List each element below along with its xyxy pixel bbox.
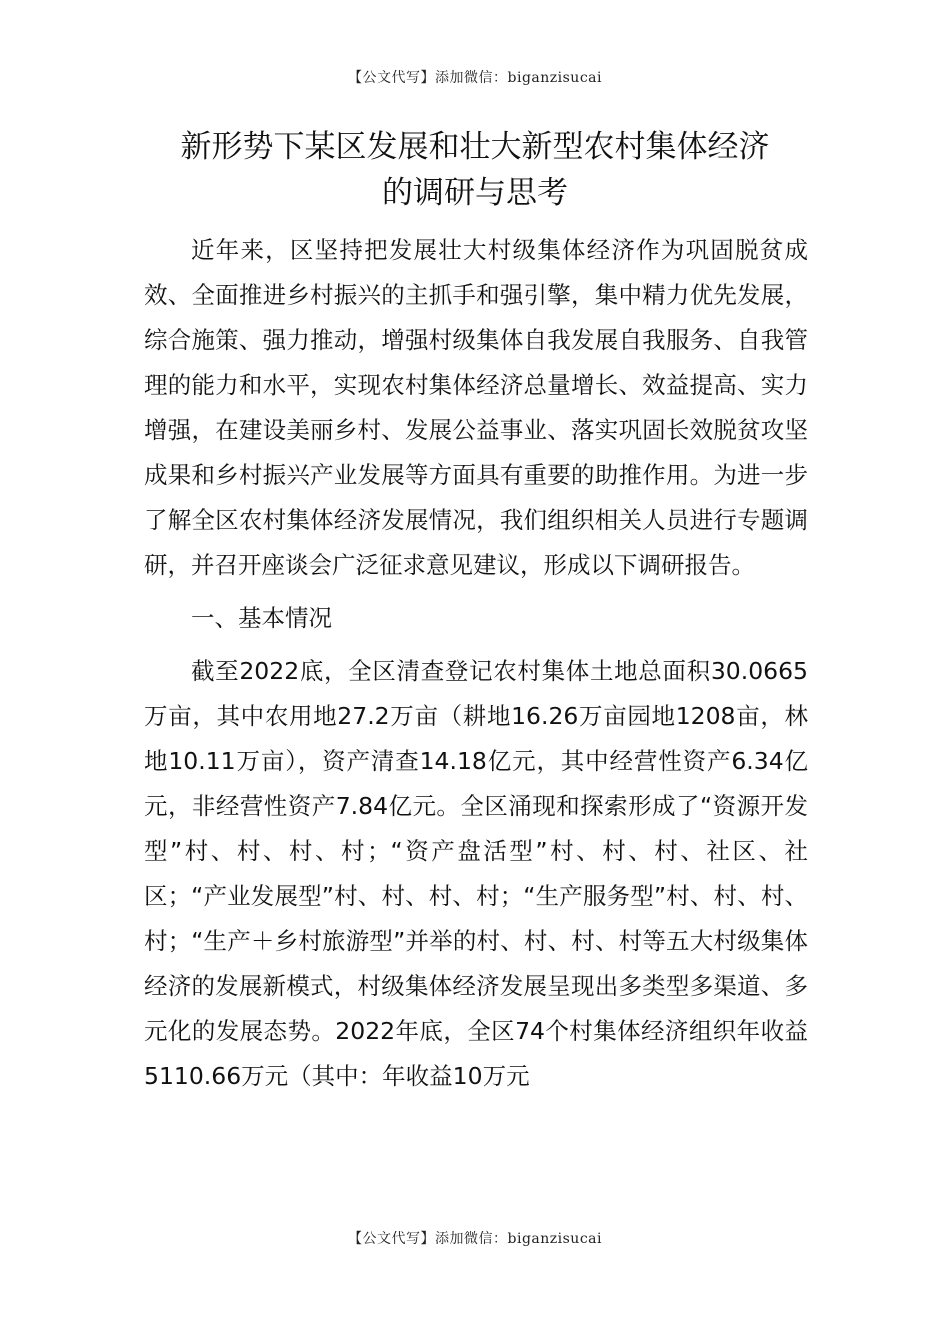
- intro-paragraph: 近年来，区坚持把发展壮大村级集体经济作为巩固脱贫成效、全面推进乡村振兴的主抓手和强引擎，集中精力优先发展，综合施策、强力推动，增强村级集体自我发展自我服务、自我管理的能力和水平，实现农村集体经济总量增长、效益提高、实力增强，在建设美丽乡村、发展公益事业、落实巩固长效脱贫攻坚成果和乡村振兴产业发展等方面具有重要的助推作用。为进一步了解全区农村集体经济发展情况，我们组织相关人员进行专题调研，并召开座谈会广泛征求意见建议，形成以下调研报告。: [144, 236, 808, 579]
- page-header: 【公文代写】添加微信：biganzisucai: [348, 70, 602, 86]
- page-footer: 【公文代写】添加微信：biganzisucai: [348, 1231, 602, 1247]
- section-heading: 一、基本情况: [191, 604, 332, 632]
- document-title: [120, 124, 830, 216]
- body-paragraph: 截至2022底，全区清查登记农村集体土地总面积30.0665万亩，其中农用地27.2万亩（耕地16.26万亩园地1208亩，林地10.11万亩），资产清查14.18亿元，其中经营性资产6.34亿元，非经营性资产7.84亿元。全区涌现和探索形成了“资源开发型”村、村、村、村；“资产盘活型”村、村、村、社区、社区；“产业发展型”村、村、村、村；“生产服务型”村、村、村、村；“生产＋乡村旅游型”并举的村、村、村、村等五大村级集体经济的发展新模式，村级集体经济发展呈现出多类型多渠道、多元化的发展态势。2022年底，全区74个村集体经济组织年收益5110.66万元（其中：年收益10万元: [144, 657, 808, 1090]
- title-line-1: 新形势下某区发展和壮大新型农村集体经济: [180, 129, 770, 165]
- title-line-2: 的调研与思考: [382, 175, 568, 211]
- document-body: [144, 228, 808, 1099]
